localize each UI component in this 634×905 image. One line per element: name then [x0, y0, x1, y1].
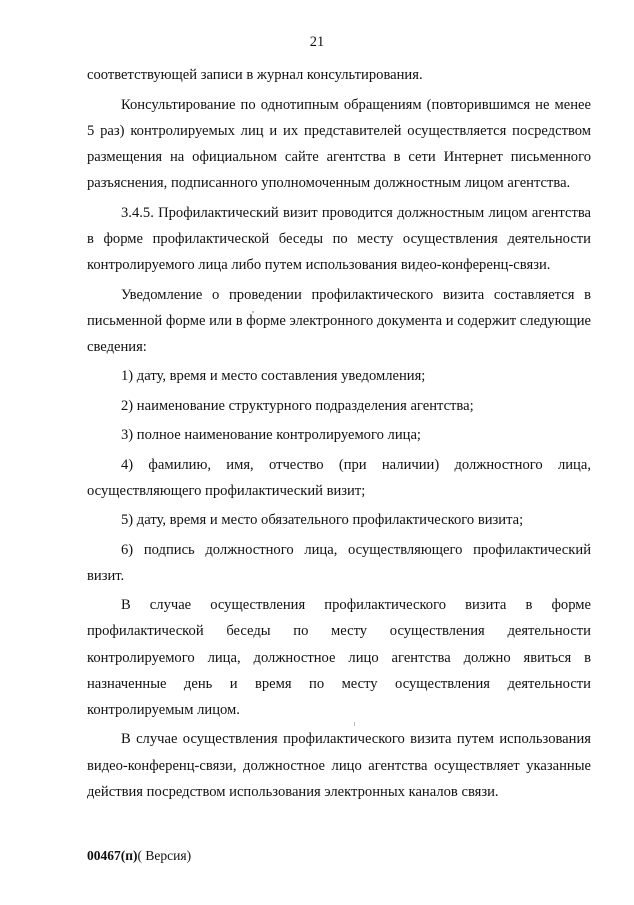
list-item-2: 2) наименование структурного подразделения агентства;	[121, 397, 474, 414]
paragraph-5: В случае осуществления профилактического визита в форме профилактической беседы по месту осуществления деятельности контролируемого лица, должностное лицо агентства должно явиться в назначенные день и время по месту осуществления деятельности контролируемым лицом.	[87, 597, 591, 718]
list-item-3: 3) полное наименование контролируемого лица;	[121, 427, 421, 444]
page-number: 21	[309, 34, 325, 50]
paragraph-2: Консультирование по однотипным обращениям (повторившимся не менее 5 раз) контролируемых лиц и их представителей осуществляется посредством размещения на официальном сайте агентства в сети Интернет письменного разъяснения, подписанного уполномоченным должностным лицом агентства.	[87, 96, 591, 192]
paragraph-4: Уведомление о проведении профилактического визита составляется в письменной форме или в форме электронного документа и содержит следующие сведения:	[87, 286, 591, 355]
scan-speck	[354, 722, 355, 726]
paragraph-6: В случае осуществления профилактического визита путем использования видео-конференц-связи, должностное лицо агентства осуществляет указанные действия посредством использования электронных каналов связи.	[87, 731, 591, 800]
paragraph-3: 3.4.5. Профилактический визит проводится должностным лицом агентства в форме профилактической беседы по месту осуществления деятельности контролируемого лица либо путем использования видео-конференц-связи.	[87, 204, 591, 274]
list-item-1: 1) дату, время и место составления уведомления;	[121, 368, 426, 385]
list-item-4: 4) фамилию, имя, отчество (при наличии) должностного лица, осуществляющего профилактический визит;	[87, 456, 591, 499]
list-item-5: 5) дату, время и место обязательного профилактического визита;	[121, 512, 524, 529]
version-label: ( Версия)	[137, 848, 192, 863]
list-item-6: 6) подпись должностного лица, осуществляющего профилактический визит.	[87, 541, 591, 584]
paragraph-1: соответствующей записи в журнал консультирования.	[87, 67, 423, 83]
document-footer	[87, 848, 191, 864]
document-code: 00467(п)	[87, 848, 138, 863]
scan-speck	[252, 311, 254, 313]
document-body	[87, 62, 591, 808]
